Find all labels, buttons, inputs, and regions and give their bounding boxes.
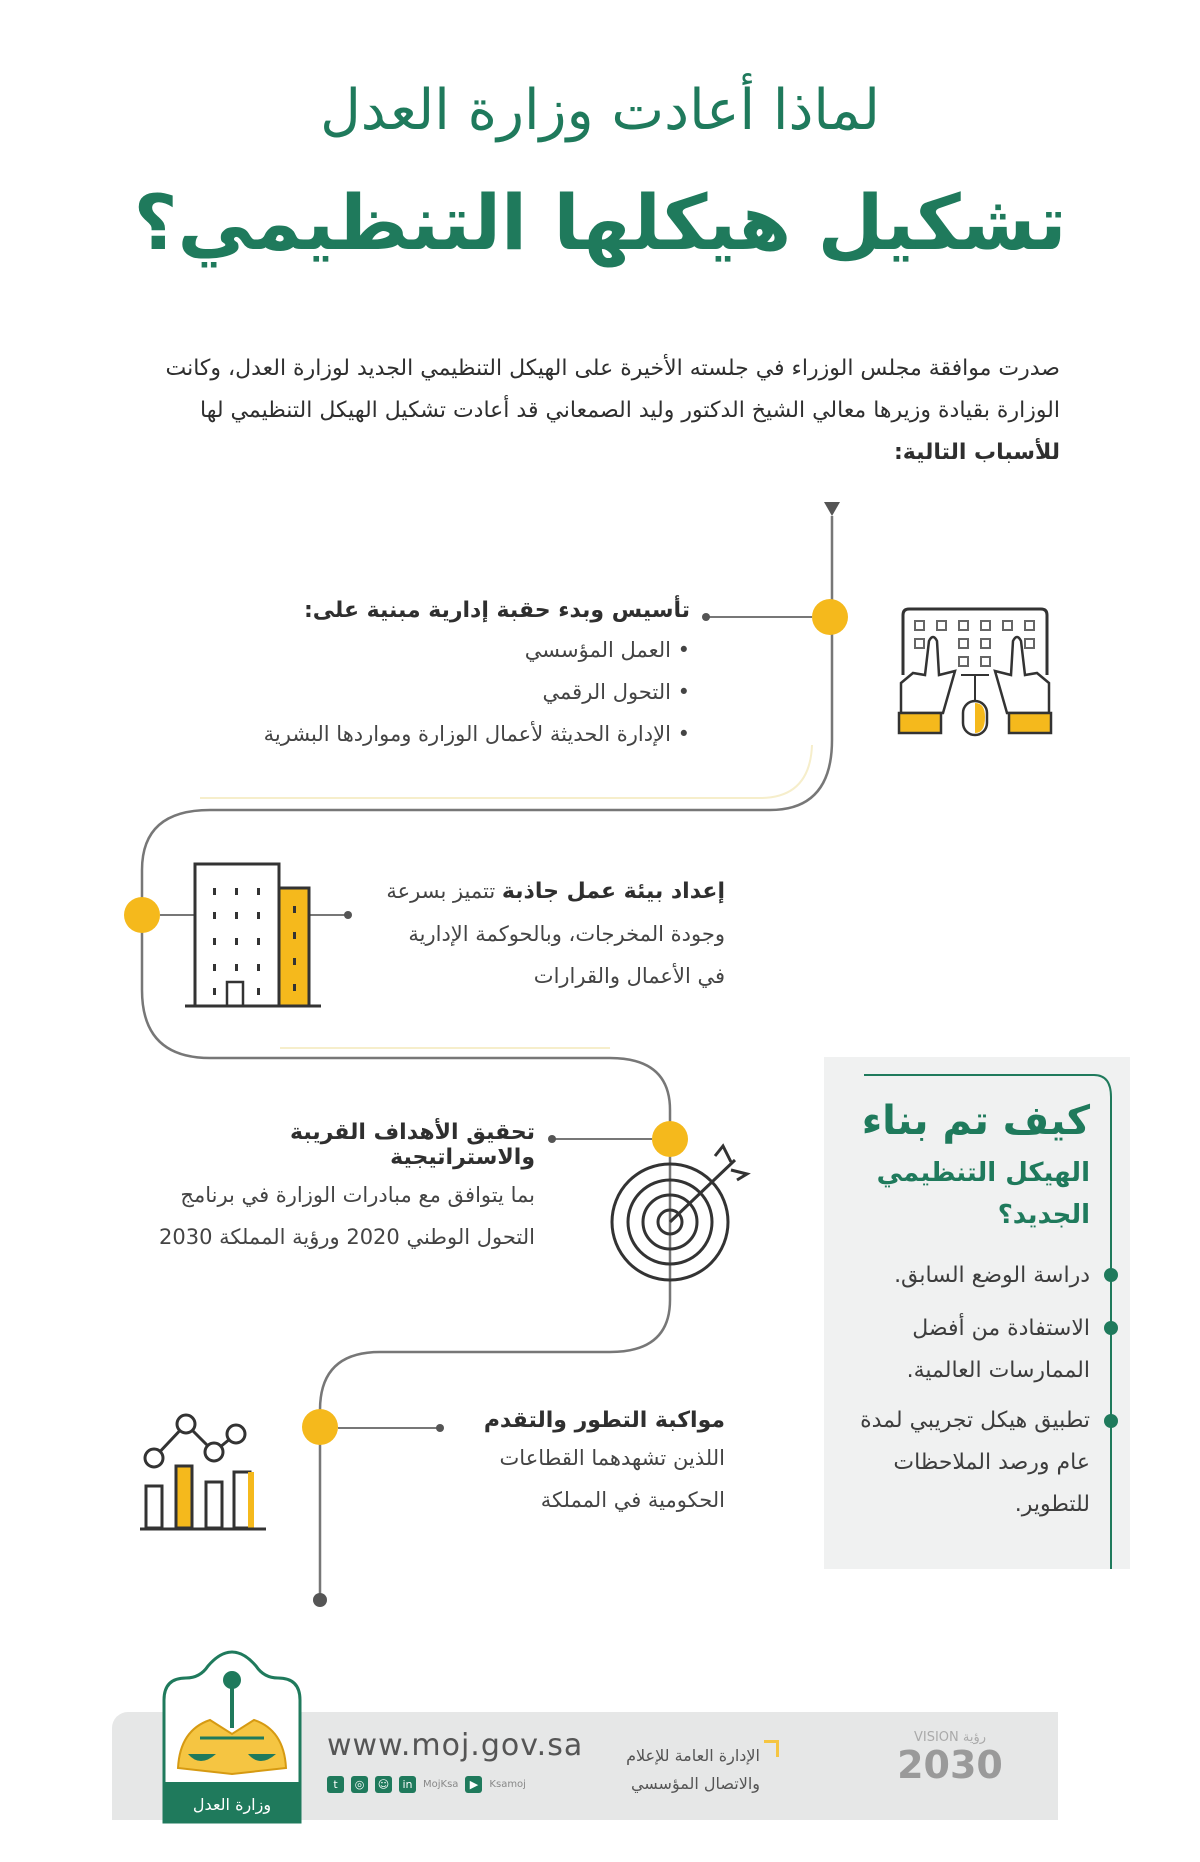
snapchat-icon[interactable]: ☺ [375, 1776, 392, 1793]
timeline-end-dot [313, 1593, 327, 1607]
reason-2-text: تتميز بسرعة وجودة المخرجات، وبالحوكمة الإدارية في الأعمال والقرارات [386, 879, 725, 988]
building-icon [183, 860, 323, 1010]
logo-label: وزارة العدل [192, 1795, 272, 1814]
growth-chart-icon [140, 1410, 280, 1535]
vision-2030-logo [890, 1730, 1010, 1785]
keyboard-hands-icon [895, 605, 1055, 740]
instagram-icon[interactable]: ◎ [351, 1776, 368, 1793]
reason-4-text: اللذين تشهدهما القطاعات الحكومية في المملكة [499, 1446, 725, 1512]
reason-1-bullet-1: • العمل المؤسسي [524, 638, 690, 662]
panel-title-line-1: كيف تم بناء [861, 1098, 1090, 1144]
reason-2 [380, 870, 725, 997]
reason-1-title: تأسيس وبدء حقبة إدارية مبنية على: [303, 598, 690, 623]
connector-dot-3 [548, 1135, 556, 1143]
reason-2-body [380, 870, 725, 997]
vision-label: VISION رؤية [913, 1730, 987, 1745]
timeline-dot-4 [302, 1409, 338, 1445]
reason-1-bullet-3: • الإدارة الحديثة لأعمال الوزارة ومواردها البشرية [263, 722, 690, 746]
target-icon [605, 1140, 755, 1290]
panel-bullet-dot-2 [1104, 1321, 1118, 1335]
panel-bullet-dot-3 [1104, 1414, 1118, 1428]
reason-1 [180, 598, 690, 755]
timeline-dot-1 [812, 599, 848, 635]
website-link[interactable]: www.moj.gov.sa [327, 1728, 584, 1763]
connector-dot-4 [436, 1424, 444, 1432]
panel-item-1: دراسة الوضع السابق. [894, 1263, 1090, 1288]
social-handle-2: Ksamoj [489, 1779, 526, 1790]
panel-bullet-dot-1 [1104, 1268, 1118, 1282]
department-corner-mark [764, 1740, 779, 1757]
intro-highlight: للأسباب التالية: [894, 432, 1060, 474]
connector-dot-1 [702, 613, 710, 621]
title-line-2: تشكيل هيكلها التنظيمي؟ [133, 178, 1067, 267]
social-links [327, 1776, 526, 1793]
title-line-1: لماذا أعادت وزارة العدل [320, 78, 880, 143]
reason-3 [150, 1120, 535, 1258]
reason-3-text: بما يتوافق مع مبادرات الوزارة في برنامج التحول الوطني 2020 ورؤية المملكة 2030 [159, 1183, 535, 1249]
intro-text: صدرت موافقة مجلس الوزراء في جلسته الأخيرة على الهيكل التنظيمي الجديد لوزارة العدل، وكانت الوزارة بقيادة وزيرها معالي الشيخ الدكتور وليد الصمعاني قد أعادت تشكيل الهيكل التنظيمي لها [165, 356, 1060, 423]
panel-title-line-2: الهيكل التنظيمي الجديد؟ [876, 1158, 1090, 1230]
reason-4 [450, 1408, 725, 1521]
ministry-logo [160, 1650, 305, 1825]
timeline-start-arrow [824, 502, 840, 516]
connector-4 [338, 1427, 438, 1429]
reason-1-bullet-2: • التحول الرقمي [542, 680, 690, 704]
connector-1 [708, 616, 812, 618]
panel-item-2: الاستفادة من أفضل الممارسات العالمية. [906, 1316, 1090, 1383]
panel-item-3: تطبيق هيكل تجريبي لمدة عام ورصد الملاحظات للتطوير. [860, 1408, 1090, 1517]
reason-4-title: مواكبة التطور والتقدم [483, 1408, 725, 1433]
youtube-icon[interactable]: ▶ [465, 1776, 482, 1793]
department-name: الإدارة العامة للإعلام والاتصال المؤسسي [626, 1746, 760, 1793]
timeline-dot-2 [124, 897, 160, 933]
reason-2-title: إعداد بيئة عمل جاذبة [501, 879, 725, 904]
reason-3-title: تحقيق الأهداف القريبة والاستراتيجية [290, 1120, 535, 1170]
vision-year: 2030 [897, 1743, 1003, 1787]
social-handle-1: MojKsa [423, 1779, 459, 1790]
connector-dot-2 [344, 911, 352, 919]
twitter-icon[interactable]: t [327, 1776, 344, 1793]
linkedin-icon[interactable]: in [399, 1776, 416, 1793]
